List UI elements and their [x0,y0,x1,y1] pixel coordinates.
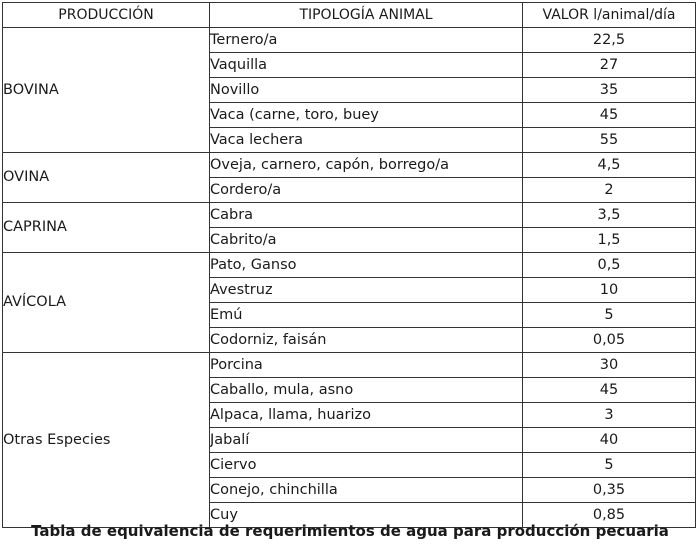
water-value-cell: 22,5 [523,28,696,53]
animal-type-cell: Oveja, carnero, capón, borrego/a [210,153,523,178]
table-row [3,28,696,53]
animal-type-cell: Vaquilla [210,53,523,78]
water-value-cell: 35 [523,78,696,103]
animal-type-cell: Conejo, chinchilla [210,478,523,503]
table-row [3,253,696,278]
water-value-cell: 5 [523,303,696,328]
animal-type-cell: Caballo, mula, asno [210,378,523,403]
water-value-cell: 55 [523,128,696,153]
table-header-row [3,3,696,28]
animal-type-cell: Novillo [210,78,523,103]
water-value-cell: 0,85 [523,503,696,528]
animal-type-cell: Cordero/a [210,178,523,203]
table-caption: Tabla de equivalencia de requerimientos de agua para producción pecuaria [31,522,669,540]
water-requirements-table [2,2,696,528]
animal-type-cell: Ciervo [210,453,523,478]
water-value-cell: 1,5 [523,228,696,253]
animal-type-cell: Cabrito/a [210,228,523,253]
water-value-cell: 0,35 [523,478,696,503]
water-value-cell: 5 [523,453,696,478]
animal-type-cell: Jabalí [210,428,523,453]
animal-type-cell: Pato, Ganso [210,253,523,278]
water-value-cell: 0,5 [523,253,696,278]
animal-type-cell: Vaca lechera [210,128,523,153]
animal-type-cell: Avestruz [210,278,523,303]
water-value-cell: 3 [523,403,696,428]
water-value-cell: 10 [523,278,696,303]
production-group-label: OVINA [3,153,210,203]
water-value-cell: 45 [523,378,696,403]
production-group-label: CAPRINA [3,203,210,253]
water-value-cell: 45 [523,103,696,128]
water-value-cell: 4,5 [523,153,696,178]
water-value-cell: 3,5 [523,203,696,228]
header-tipologia: TIPOLOGÍA ANIMAL [210,3,523,28]
table-row [3,353,696,378]
table-body [3,28,696,528]
animal-type-cell: Ternero/a [210,28,523,53]
water-value-cell: 0,05 [523,328,696,353]
animal-type-cell: Cabra [210,203,523,228]
animal-type-cell: Emú [210,303,523,328]
animal-type-cell: Vaca (carne, toro, buey [210,103,523,128]
table-row [3,153,696,178]
production-group-label: BOVINA [3,28,210,153]
animal-type-cell: Porcina [210,353,523,378]
animal-type-cell: Cuy [210,503,523,528]
production-group-label: Otras Especies [3,353,210,528]
water-value-cell: 30 [523,353,696,378]
table-row [3,203,696,228]
animal-type-cell: Alpaca, llama, huarizo [210,403,523,428]
animal-type-cell: Codorniz, faisán [210,328,523,353]
header-valor: VALOR l/animal/día [523,3,696,28]
header-produccion: PRODUCCIÓN [3,3,210,28]
water-value-cell: 27 [523,53,696,78]
production-group-label: AVÍCOLA [3,253,210,353]
water-value-cell: 2 [523,178,696,203]
water-value-cell: 40 [523,428,696,453]
